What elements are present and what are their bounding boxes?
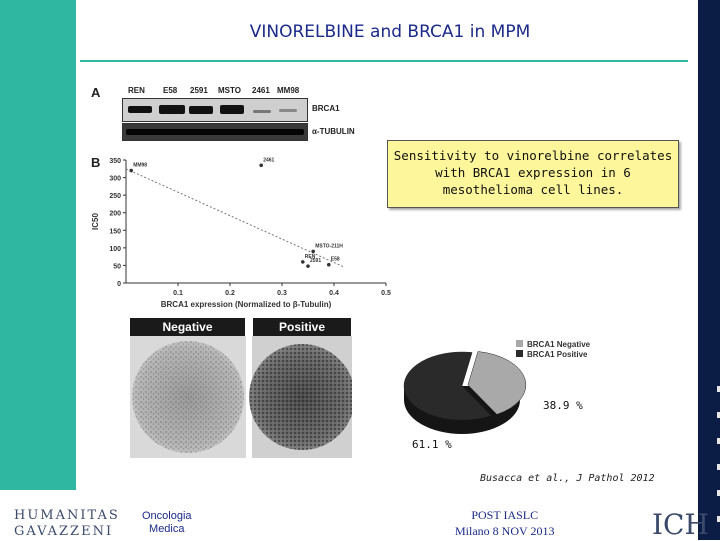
positive-label: Positive xyxy=(253,318,351,336)
callout-line: with BRCA1 expression in 6 xyxy=(435,165,631,180)
legend-swatch-negative xyxy=(516,340,523,347)
y-tick-label: 150 xyxy=(109,228,121,236)
humanitas-gavazzeni-logo: HUMANITAS GAVAZZENI xyxy=(14,508,120,539)
blot-label-tubulin: α-TUBULIN xyxy=(312,127,355,136)
trendline xyxy=(126,169,344,267)
x-tick-label: 0.4 xyxy=(329,290,339,297)
x-tick-label: 0.3 xyxy=(277,290,287,297)
y-tick-label: 0 xyxy=(117,281,121,288)
brca1-ic50-scatter-chart xyxy=(86,150,396,310)
right-accent-bar xyxy=(698,0,720,540)
data-point xyxy=(327,263,331,267)
lane-label: MM98 xyxy=(277,86,300,95)
data-point xyxy=(306,264,310,268)
legend-swatch-positive xyxy=(516,350,523,357)
post-iaslc-label: POST IASLC Milano 8 NOV 2013 xyxy=(455,508,555,538)
y-tick-label: 250 xyxy=(109,193,121,201)
citation: Busacca et al., J Pathol 2012 xyxy=(480,473,655,484)
pie-label-negative: 38.9 % xyxy=(543,399,583,412)
lane-label: MSTO xyxy=(218,86,241,95)
x-tick-label: 0.5 xyxy=(381,290,391,297)
ich-logo-icon: ICH xyxy=(652,508,709,541)
x-tick-label: 0.2 xyxy=(225,290,235,297)
y-tick-label: 100 xyxy=(109,245,121,253)
data-point xyxy=(129,169,133,173)
tubulin-blot xyxy=(122,123,308,141)
lane-label: 2461 xyxy=(252,86,270,95)
callout-line: mesothelioma cell lines. xyxy=(442,182,624,197)
title-underline xyxy=(80,60,688,62)
panel-a-letter: A xyxy=(91,85,101,100)
point-label: REN xyxy=(304,253,316,260)
data-point xyxy=(301,260,305,264)
y-tick-label: 350 xyxy=(109,158,121,165)
legend-positive: BRCA1 Positive xyxy=(527,350,588,359)
slide-title: VINORELBINE and BRCA1 in MPM xyxy=(249,22,531,42)
lane-label: E58 xyxy=(163,86,178,95)
x-tick-label: 0.1 xyxy=(173,290,183,297)
lane-label: 2591 xyxy=(190,86,208,95)
point-label: E58 xyxy=(330,256,340,263)
y-axis-label: IC50 xyxy=(91,213,100,230)
negative-label: Negative xyxy=(130,318,245,336)
left-accent-bar xyxy=(0,0,76,540)
callout-line: Sensitivity to vinorelbine correlates xyxy=(393,148,673,163)
brca1-blot xyxy=(122,98,308,122)
data-point xyxy=(311,250,315,254)
ihc-tissue-images xyxy=(130,336,352,458)
point-label: 2461 xyxy=(263,157,275,164)
point-label: 2591 xyxy=(310,258,322,265)
oncologia-medica-label: Oncologia Medica xyxy=(142,510,192,535)
data-point xyxy=(259,163,263,167)
legend-negative: BRCA1 Negative xyxy=(527,340,591,349)
sensitivity-callout-box xyxy=(387,140,679,208)
point-label: MSTO-211H xyxy=(315,243,343,250)
lane-label: REN xyxy=(128,86,145,95)
x-axis-label: BRCA1 expression (Normalized to β-Tubulin) xyxy=(160,300,332,309)
y-tick-label: 300 xyxy=(109,175,121,183)
pie-label-positive: 61.1 % xyxy=(412,438,452,451)
y-tick-label: 200 xyxy=(109,210,121,218)
point-label: MM98 xyxy=(133,162,148,169)
y-tick-label: 50 xyxy=(113,263,121,271)
blot-label-brca1: BRCA1 xyxy=(312,104,340,113)
